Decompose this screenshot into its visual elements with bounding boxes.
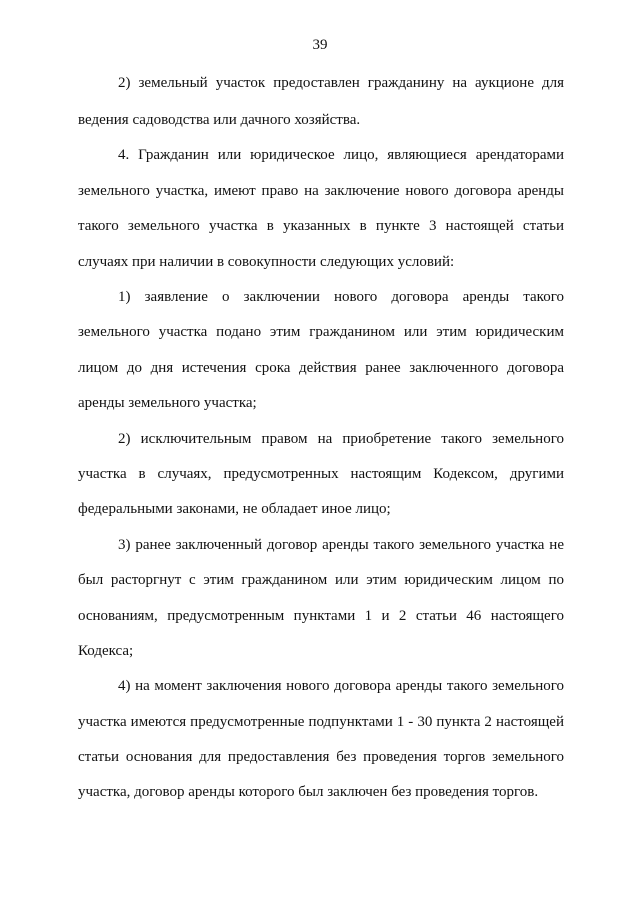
- text-line: федеральными законами, не обладает иное лицо;: [78, 501, 391, 517]
- text-line: 1) заявление о заключении нового договора аренды такого: [118, 289, 564, 305]
- text-line: земельного участка подано этим гражданином или этим юридическим: [78, 324, 564, 340]
- text-line: 4) на момент заключения нового договора аренды такого земельного: [118, 678, 564, 694]
- text-line: 2) земельный участок предоставлен гражданину на аукционе для: [118, 75, 564, 91]
- text-line: лицом до дня истечения срока действия ранее заключенного договора: [78, 360, 564, 376]
- text-line: 3) ранее заключенный договор аренды такого земельного участка не: [118, 537, 564, 553]
- page-number: 39: [312, 37, 328, 53]
- text-line: случаях при наличии в совокупности следующих условий:: [78, 254, 455, 270]
- text-line: земельного участка, имеют право на заключение нового договора аренды: [78, 183, 564, 199]
- text-line: статьи основания для предоставления без проведения торгов земельного: [78, 749, 564, 765]
- text-line: участка в случаях, предусмотренных настоящим Кодексом, другими: [78, 466, 564, 482]
- text-line: участка имеются предусмотренные подпунктами 1 - 30 пункта 2 настоящей: [78, 714, 564, 730]
- text-line: 2) исключительным правом на приобретение такого земельного: [118, 431, 564, 447]
- text-line: 4. Гражданин или юридическое лицо, являющиеся арендаторами: [118, 147, 564, 163]
- text-line: аренды земельного участка;: [78, 395, 257, 411]
- text-line: такого земельного участка в указанных в пункте 3 настоящей статьи: [78, 218, 564, 234]
- text-line: ведения садоводства или дачного хозяйства.: [78, 112, 361, 128]
- text-line: участка, договор аренды которого был заключен без проведения торгов.: [78, 784, 539, 800]
- text-line: основаниям, предусмотренным пунктами 1 и 2 статьи 46 настоящего: [78, 608, 564, 624]
- text-line: Кодекса;: [78, 643, 134, 659]
- text-line: был расторгнут с этим гражданином или этим юридическим лицом по: [78, 572, 564, 588]
